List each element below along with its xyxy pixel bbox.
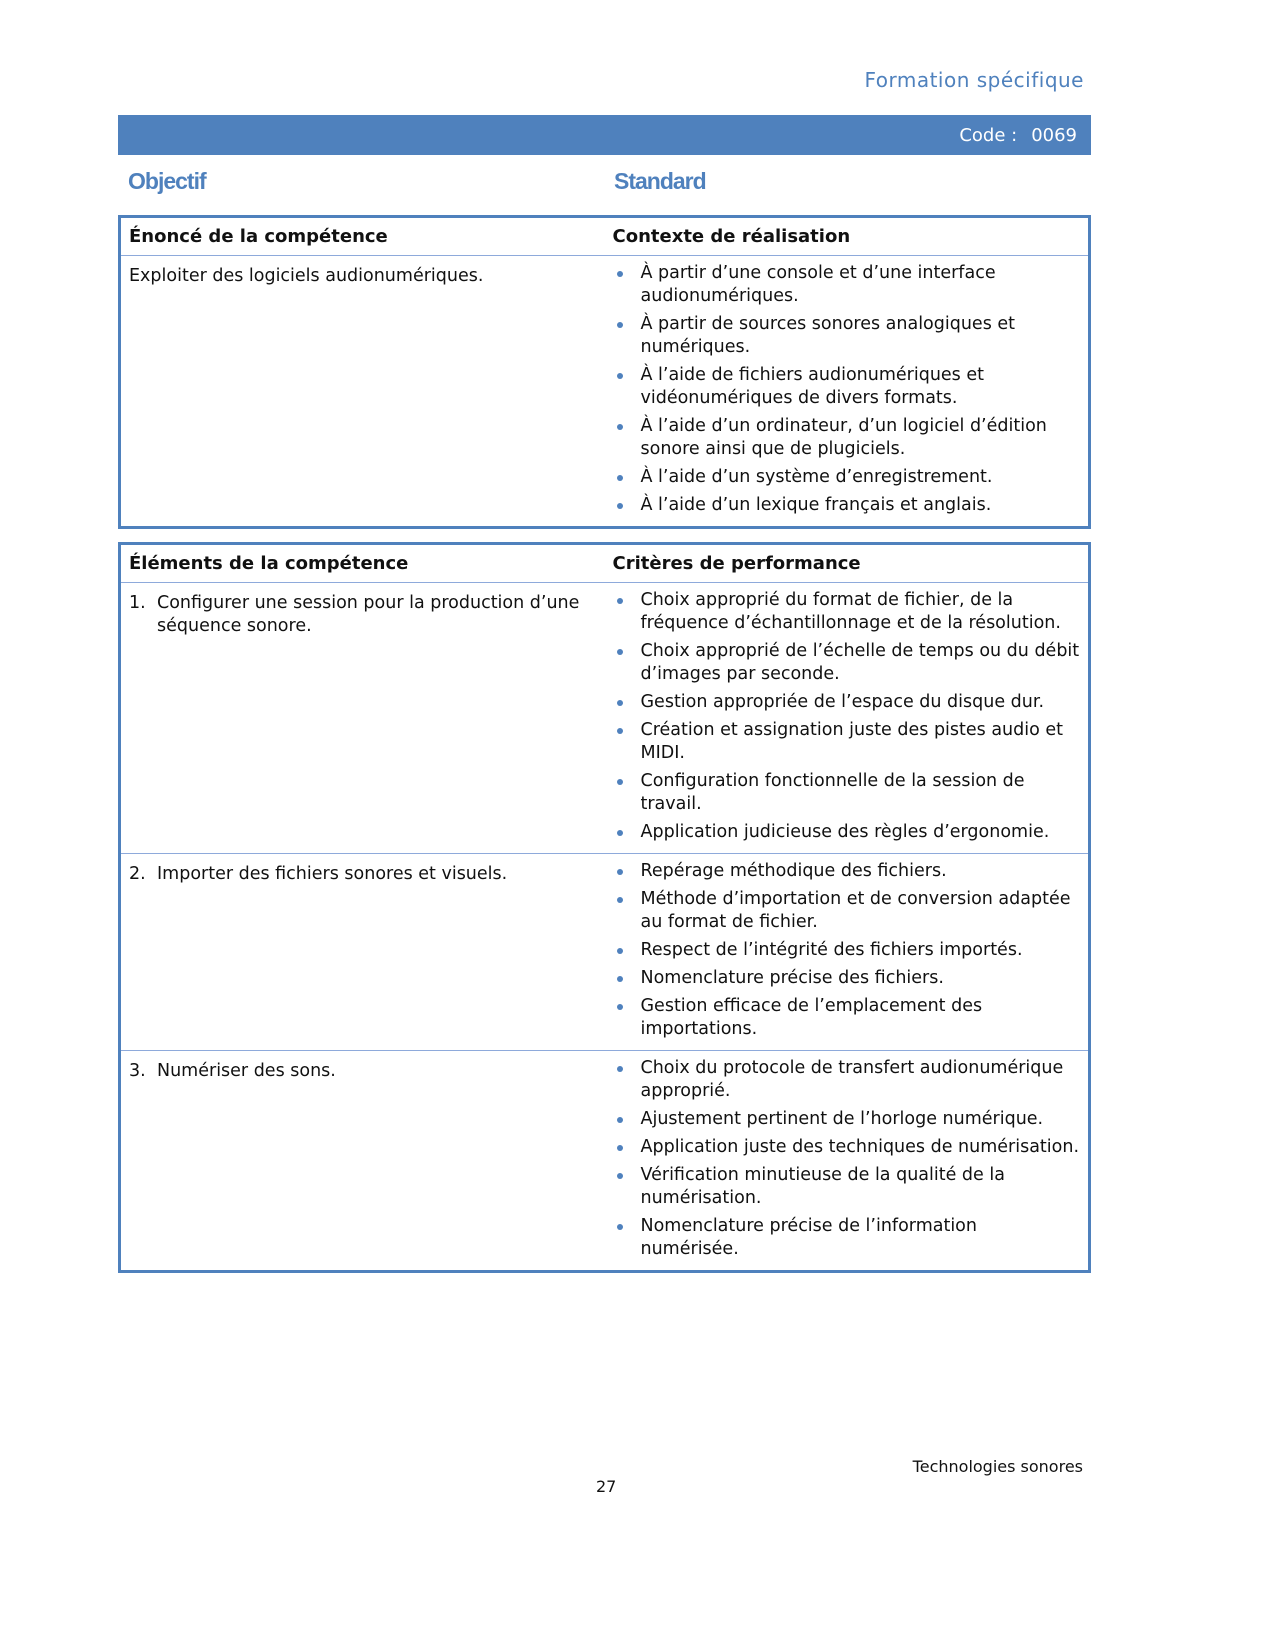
standard-heading: Standard [614, 168, 706, 194]
list-item: Création et assignation juste des pistes audio et MIDI. [641, 719, 1081, 765]
list-item: Vérification minutieuse de la qualité de la numérisation. [641, 1164, 1081, 1210]
list-item: À l’aide d’un ordinateur, d’un logiciel d’édition sonore ainsi que de plugiciels. [641, 415, 1081, 461]
criteria-list [613, 860, 1081, 1041]
list-item: Choix approprié de l’échelle de temps ou du débit d’images par seconde. [640, 641, 1080, 684]
list-item: Configuration fonctionnelle de la session de travail. [641, 770, 1081, 816]
list-item: À l’aide d’un lexique français et anglais. [641, 494, 1081, 517]
list-item: Gestion appropriée de l’espace du disque dur. [641, 691, 1081, 714]
context-header: Contexte de réalisation [605, 217, 1090, 256]
code-value: 0069 [1031, 124, 1077, 146]
list-item: Méthode d’importation et de conversion adaptée au format de fichier. [641, 888, 1081, 934]
page-number: 27 [596, 1477, 617, 1496]
statement-header: Énoncé de la compétence [120, 217, 605, 256]
context-list [613, 262, 1081, 517]
criteria-header: Critères de performance [605, 544, 1090, 583]
list-item: Repérage méthodique des fichiers. [641, 860, 1081, 883]
competence-table [118, 215, 1091, 529]
list-item: Application juste des techniques de numérisation. [640, 1137, 1080, 1157]
list-item: Ajustement pertinent de l’horloge numérique. [641, 1108, 1081, 1131]
document-title: Formation spécifique [864, 68, 1084, 92]
code-label: Code : [959, 124, 1018, 146]
elements-header: Éléments de la compétence [120, 544, 605, 583]
table-row [120, 854, 1090, 1051]
element-number: 3. [129, 1061, 146, 1081]
criteria-list [613, 589, 1081, 844]
element-text: Configurer une session pour la production d’une séquence sonore. [157, 593, 580, 636]
list-item: À l’aide d’un système d’enregistrement. [641, 466, 1081, 489]
list-item: Choix du protocole de transfert audionumérique approprié. [641, 1057, 1081, 1103]
elements-table [118, 542, 1091, 1273]
element-number: 1. [129, 593, 146, 613]
list-item: Respect de l’intégrité des fichiers importés. [641, 939, 1081, 962]
objectif-heading: Objectif [128, 168, 206, 194]
element-number: 2. [129, 864, 146, 884]
list-item: Nomenclature précise des fichiers. [641, 967, 1081, 990]
table-row [120, 1051, 1090, 1272]
code-band [118, 115, 1091, 155]
criteria-list [613, 1057, 1081, 1261]
footer-program: Technologies sonores [912, 1457, 1083, 1476]
list-item: Nomenclature précise de l’information numérisée. [641, 1215, 1081, 1261]
competence-statement: Exploiter des logiciels audionumériques. [129, 266, 484, 286]
table-row [120, 583, 1090, 854]
element-text: Numériser des sons. [157, 1061, 336, 1081]
list-item: Choix approprié du format de fichier, de la fréquence d’échantillonnage et de la résolution. [641, 589, 1081, 635]
element-text: Importer des fichiers sonores et visuels. [157, 864, 508, 884]
list-item: À partir de sources sonores analogiques et numériques. [641, 313, 1081, 359]
list-item: Application judicieuse des règles d’ergonomie. [641, 821, 1081, 844]
list-item: À l’aide de fichiers audionumériques et vidéonumériques de divers formats. [641, 364, 1081, 410]
list-item: Gestion efficace de l’emplacement des importations. [641, 995, 1081, 1041]
list-item: À partir d’une console et d’une interface audionumériques. [641, 262, 1081, 308]
